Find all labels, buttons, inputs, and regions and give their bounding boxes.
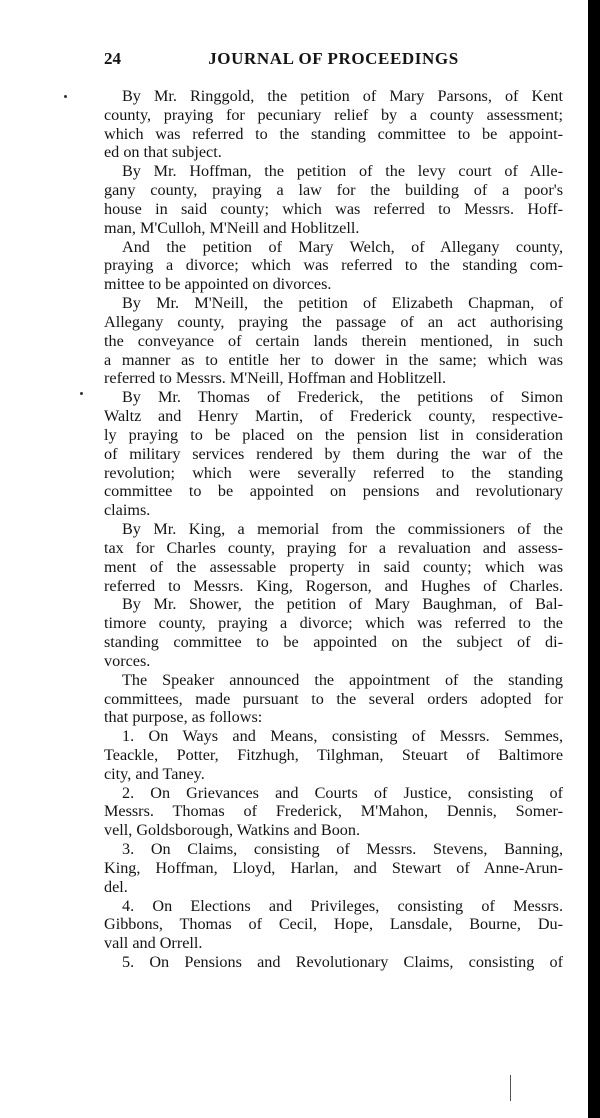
text-line: of military services rendered by them during the war of the: [104, 444, 563, 463]
text-line: 2. On Grievances and Courts of Justice, consisting of: [122, 783, 563, 802]
text-line: which was referred to the standing committee to be appoint-: [104, 124, 563, 143]
text-line: referred to Messrs. King, Rogerson, and Hughes of Charles.: [104, 576, 563, 595]
scan-speck: [64, 95, 67, 98]
text-line: 4. On Elections and Privileges, consisting of Messrs.: [122, 896, 563, 915]
text-line: Messrs. Thomas of Frederick, M'Mahon, Dennis, Somer-: [104, 802, 563, 821]
text-line: ed on that subject.: [104, 143, 222, 162]
text-line: gany county, praying a law for the building of a poor's: [104, 181, 563, 200]
text-line: ly praying to be placed on the pension list in consideration: [104, 425, 563, 444]
text-line: a manner as to entitle her to dower in the same; which was: [104, 350, 563, 369]
text-line: Waltz and Henry Martin, of Frederick county, respective-: [104, 407, 563, 426]
text-line: tax for Charles county, praying for a revaluation and assess-: [104, 538, 563, 557]
text-line: King, Hoffman, Lloyd, Harlan, and Stewart of Anne-Arun-: [104, 858, 563, 877]
text-line: By Mr. Hoffman, the petition of the levy court of Alle-: [122, 162, 563, 181]
text-line: referred to Messrs. M'Neill, Hoffman and Hoblitzell.: [104, 369, 447, 388]
text-line: ment of the assessable property in said county; which was: [104, 557, 563, 576]
text-line: vorces.: [104, 651, 151, 670]
text-line: del.: [104, 877, 128, 896]
text-line: committees, made pursuant to the several orders adopted for: [104, 689, 563, 708]
text-line: revolution; which were severally referred to the standing: [104, 463, 563, 482]
text-line: county, praying for pecuniary relief by a county assessment;: [104, 105, 563, 124]
text-line: Gibbons, Thomas of Cecil, Hope, Lansdale, Bourne, Du-: [104, 915, 563, 934]
text-line: Teackle, Potter, Fitzhugh, Tilghman, Steuart of Baltimore: [104, 745, 563, 764]
text-line: By Mr. M'Neill, the petition of Elizabeth Chapman, of: [122, 294, 563, 313]
text-line: By Mr. Ringgold, the petition of Mary Parsons, of Kent: [122, 87, 563, 105]
text-line: 3. On Claims, consisting of Messrs. Stevens, Banning,: [122, 840, 563, 859]
text-line: that purpose, as follows:: [104, 708, 263, 727]
page-header: [104, 49, 563, 71]
text-line: vell, Goldsborough, Watkins and Boon.: [104, 821, 361, 840]
text-line: And the petition of Mary Welch, of Allegany county,: [122, 237, 563, 256]
text-line: man, M'Culloh, M'Neill and Hoblitzell.: [104, 218, 360, 237]
text-line: praying a divorce; which was referred to the standing com-: [104, 256, 563, 275]
text-line: city, and Taney.: [104, 764, 205, 783]
page-number: 24: [104, 49, 121, 68]
scan-speck: [80, 392, 83, 395]
scan-mark: [510, 1075, 511, 1101]
text-line: timore county, praying a divorce; which was referred to the: [104, 614, 563, 633]
text-line: standing committee to be appointed on the subject of di-: [104, 633, 563, 652]
scan-edge-border: [588, 0, 600, 1118]
text-line: By Mr. Shower, the petition of Mary Baughman, of Bal-: [122, 595, 563, 614]
text-line: the conveyance of certain lands therein mentioned, in such: [104, 331, 563, 350]
text-line: mittee to be appointed on divorces.: [104, 275, 332, 294]
text-line: 5. On Pensions and Revolutionary Claims, consisting of: [122, 953, 563, 972]
text-line: committee to be appointed on pensions and revolutionary: [104, 482, 563, 501]
text-line: By Mr. King, a memorial from the commissioners of the: [122, 520, 563, 539]
text-line: By Mr. Thomas of Frederick, the petitions of Simon: [122, 388, 563, 407]
text-line: claims.: [104, 501, 151, 520]
text-line: Allegany county, praying the passage of an act authorising: [104, 312, 563, 331]
text-line: house in said county; which was referred to Messrs. Hoff-: [104, 199, 563, 218]
running-title: JOURNAL OF PROCEEDINGS: [208, 49, 459, 68]
text-line: The Speaker announced the appointment of the standing: [122, 670, 563, 689]
text-line: 1. On Ways and Means, consisting of Messrs. Semmes,: [122, 727, 563, 746]
page-body-text: [104, 87, 563, 972]
text-line: vall and Orrell.: [104, 934, 203, 953]
